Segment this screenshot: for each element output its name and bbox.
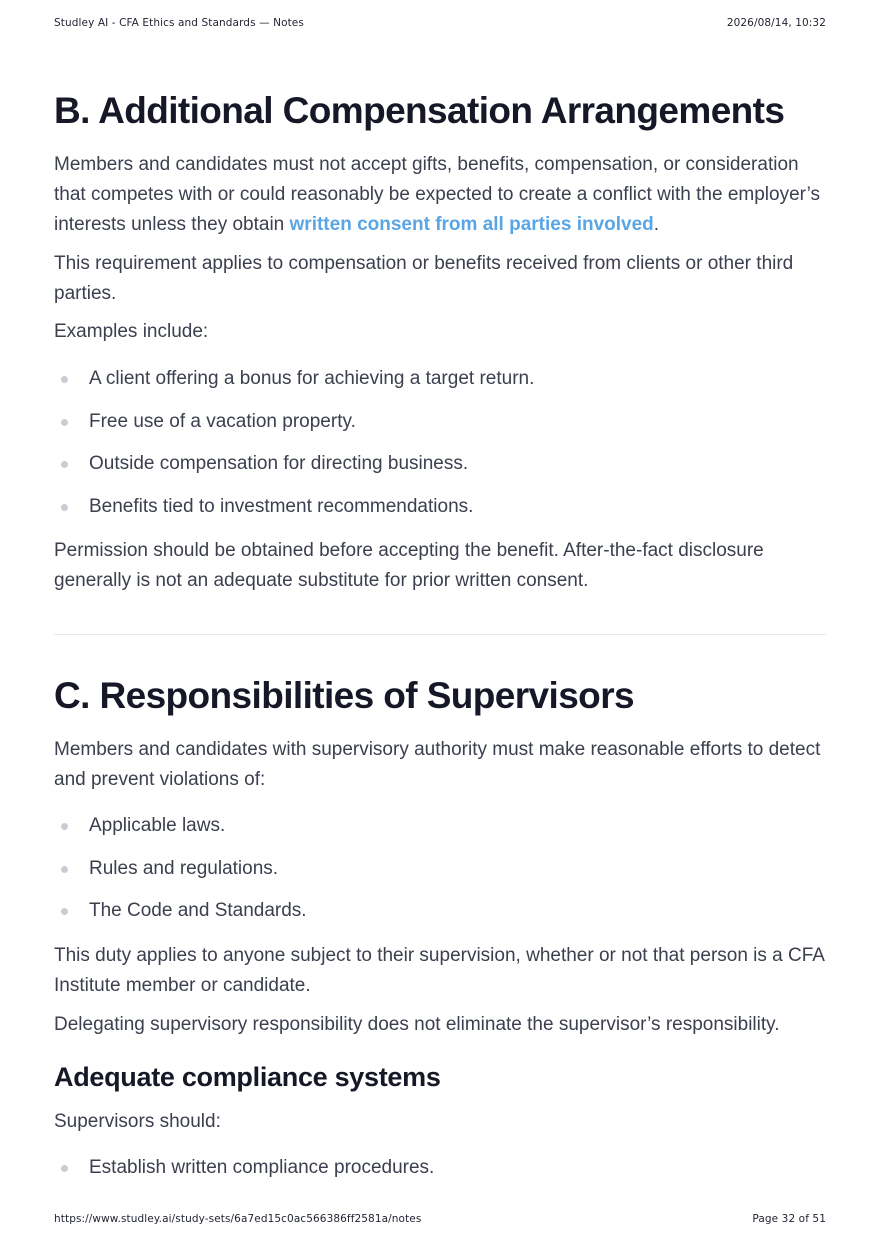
list-item [54,364,826,407]
list-item [54,407,826,450]
bullet-icon [61,419,68,426]
list-item [54,1153,826,1196]
list-item-text: Benefits tied to investment recommendations. [89,495,474,517]
section-c-paragraph-4: Supervisors should: [54,1111,221,1132]
list-item-text: Establish written compliance procedures. [89,1157,435,1178]
supervisor-duties-list [54,1153,826,1196]
list-item-text: The Code and Standards. [89,900,307,921]
violations-list [54,811,826,939]
examples-list [54,364,826,534]
bullet-icon [61,376,68,383]
section-b-p1-end: . [653,214,660,235]
page-footer [54,1213,826,1225]
page-header [54,17,826,29]
section-b-paragraph-4: Permission should be obtained before accepting the benefit. After-the-fact disclosure generally is not an adequate substitute for prior written consent. [54,540,764,591]
section-b-paragraph-1 [54,150,826,240]
section-b-paragraph-3: Examples include: [54,321,209,342]
list-item [54,896,826,939]
page-number: Page 32 of 51 [752,1213,826,1225]
list-item-text: A client offering a bonus for achieving a target return. [89,368,535,389]
bullet-icon [61,823,68,830]
bullet-icon [61,504,68,511]
list-item [54,811,826,854]
highlight-written-consent: written consent from all parties involved [289,214,654,235]
bullet-icon [61,1165,68,1172]
list-item [54,449,826,492]
section-c-paragraph-2: This duty applies to anyone subject to their supervision, whether or not that person is a CFA Institute member or candidate. [54,945,824,996]
compliance-subheading: Adequate compliance systems [54,1062,441,1092]
section-divider [54,634,826,635]
list-item [54,492,826,535]
header-title: Studley AI - CFA Ethics and Standards — Notes [54,17,304,29]
section-b-paragraph-2: This requirement applies to compensation or benefits received from clients or other third parties. [54,253,794,304]
bullet-icon [61,461,68,468]
bullet-icon [61,908,68,915]
section-c-paragraph-3: Delegating supervisory responsibility does not eliminate the supervisor’s responsibility. [54,1014,780,1035]
list-item-text: Applicable laws. [89,815,226,836]
section-c-heading: C. Responsibilities of Supervisors [54,675,634,716]
section-b-p1-text: Members and candidates must not accept gifts, benefits, compensation, or consideration that competes with or could reasonably be expected to create a conflict with the employer’s interests unless they obtain [54,154,821,235]
list-item-text: Rules and regulations. [89,857,279,879]
list-item [54,854,826,897]
section-b-heading: B. Additional Compensation Arrangements [54,90,785,131]
footer-url: https://www.studley.ai/study-sets/6a7ed15c0ac566386ff2581a/notes [54,1213,422,1225]
list-item-text: Outside compensation for directing business. [89,453,469,474]
bullet-icon [61,866,68,873]
header-timestamp: 2026/08/14, 10:32 [726,17,826,29]
section-c-paragraph-1: Members and candidates with supervisory authority must make reasonable efforts to detect and prevent violations of: [54,739,821,790]
list-item-text: Free use of a vacation property. [89,410,356,432]
